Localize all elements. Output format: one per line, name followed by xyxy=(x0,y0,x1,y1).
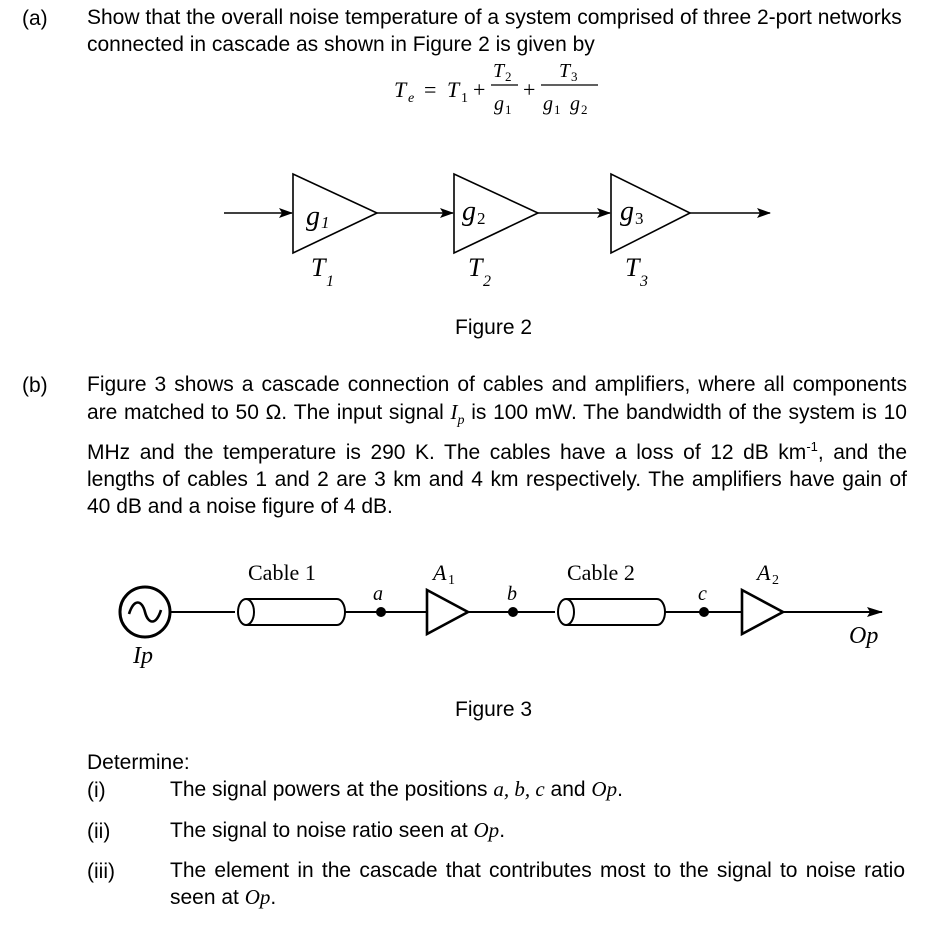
part-b-text-1: Figure 3 shows a cascade connection of cables and amplifiers, where all components are matched to 50 Ω. The input signal xyxy=(87,373,907,424)
noise-temperature-equation xyxy=(380,55,620,125)
eq-plus2: + xyxy=(523,77,536,102)
item-i-num: (i) xyxy=(87,779,106,802)
eq-num1: T xyxy=(493,60,505,82)
eq-den1: g xyxy=(494,93,504,115)
cable-1-body xyxy=(246,599,345,625)
eq-equals: = xyxy=(424,77,437,102)
fig2-gain-2-sub: 2 xyxy=(477,209,486,228)
fig2-gain-1-sub: 1 xyxy=(321,213,330,232)
amp-1-label: A xyxy=(433,560,447,585)
part-b-text xyxy=(87,372,907,520)
item-i-text xyxy=(170,776,910,803)
item-i-vars: a, b, c xyxy=(493,777,545,801)
amp-2-sub: 2 xyxy=(772,573,779,588)
node-b-dot xyxy=(508,607,518,617)
figure-2-caption: Figure 2 xyxy=(455,316,533,339)
amp-1-sub: 1 xyxy=(448,573,455,588)
item-ii-var: Op xyxy=(473,818,500,842)
eq-den2b-sub: 2 xyxy=(581,102,588,117)
item-iii-text-2: . xyxy=(270,886,277,909)
part-b-ip: I xyxy=(450,399,458,424)
amp-1-triangle xyxy=(427,590,468,634)
fig2-temp-2-sub: 2 xyxy=(483,273,491,290)
eq-lhs-sub: e xyxy=(408,91,415,106)
eq-den2a-sub: 1 xyxy=(554,102,561,117)
node-a-dot xyxy=(376,607,386,617)
item-ii-text-1: The signal to noise ratio seen at xyxy=(170,819,474,842)
item-ii-text xyxy=(170,817,910,844)
node-b-label: b xyxy=(507,583,517,605)
cable-2-label: Cable 2 xyxy=(567,560,635,585)
item-i-var2: Op xyxy=(591,777,618,801)
node-c-label: c xyxy=(698,583,707,605)
part-a-label: (a) xyxy=(22,7,48,30)
eq-den2b: g xyxy=(570,93,580,115)
item-ii-num: (ii) xyxy=(87,820,111,843)
eq-plus1: + xyxy=(473,77,486,102)
item-iii-var: Op xyxy=(244,885,271,909)
node-c-dot xyxy=(699,607,709,617)
item-i-text-3: . xyxy=(617,778,623,801)
eq-den2a: g xyxy=(543,93,553,115)
cable-1-end xyxy=(238,599,254,625)
output-label: Op xyxy=(849,623,879,649)
item-ii-text-2: . xyxy=(499,819,506,842)
item-iii-num: (iii) xyxy=(87,860,115,883)
eq-num2-sub: 3 xyxy=(571,69,578,84)
eq-t1: T xyxy=(447,77,460,102)
eq-lhs: T xyxy=(394,77,407,102)
fig2-gain-2: g xyxy=(462,196,476,227)
eq-num1-sub: 2 xyxy=(505,69,512,84)
fig2-temp-1-sub: 1 xyxy=(326,273,334,290)
fig2-gain-1: g xyxy=(306,201,320,232)
eq-t1-sub: 1 xyxy=(461,91,468,106)
part-b-sup: -1 xyxy=(806,439,818,455)
fig2-temp-3: T xyxy=(625,253,640,282)
part-b-text-3: , and the lengths of cables 1 and 2 are 3 km and 4 km respectively. The amplifiers have gain of 40 dB and a noise figure of 4 dB. xyxy=(87,441,908,518)
figure-3-caption: Figure 3 xyxy=(455,698,533,721)
cable-1-label: Cable 1 xyxy=(248,560,316,585)
cable-2-body xyxy=(566,599,665,625)
fig2-temp-2: T xyxy=(468,253,483,282)
part-b-text-2: is 100 mW. The bandwidth of the system is 10 MHz and the temperature is 290 K. The cables have a loss of 12 dB km xyxy=(87,400,907,465)
item-i-text-1: The signal powers at the positions xyxy=(170,778,494,801)
fig2-gain-3: g xyxy=(620,196,634,227)
cable-2-end xyxy=(558,599,574,625)
fig2-gain-3-sub: 3 xyxy=(635,209,644,228)
node-a-label: a xyxy=(373,583,383,605)
eq-num2: T xyxy=(559,60,571,82)
fig2-temp-3-sub: 3 xyxy=(640,273,648,290)
determine-heading: Determine: xyxy=(87,751,190,774)
figure-3-diagram xyxy=(100,548,900,678)
part-a-text: Show that the overall noise temperature of a system comprised of three 2-port networks connected in cascade as shown in Figure 2 is given by xyxy=(87,6,902,56)
amp-2-triangle xyxy=(742,590,783,634)
figure-2-diagram xyxy=(210,160,790,300)
part-b-ip-sub: p xyxy=(457,412,465,428)
fig2-temp-1: T xyxy=(311,253,326,282)
part-b-label: (b) xyxy=(22,374,48,397)
item-iii-text-1: The element in the cascade that contributes most to the signal to noise ratio seen at xyxy=(170,859,905,909)
item-iii-text xyxy=(170,857,905,911)
item-i-text-2: and xyxy=(544,778,592,801)
eq-den1-sub: 1 xyxy=(505,102,512,117)
amp-2-label: A xyxy=(757,560,771,585)
source-label: Ip xyxy=(133,643,153,669)
